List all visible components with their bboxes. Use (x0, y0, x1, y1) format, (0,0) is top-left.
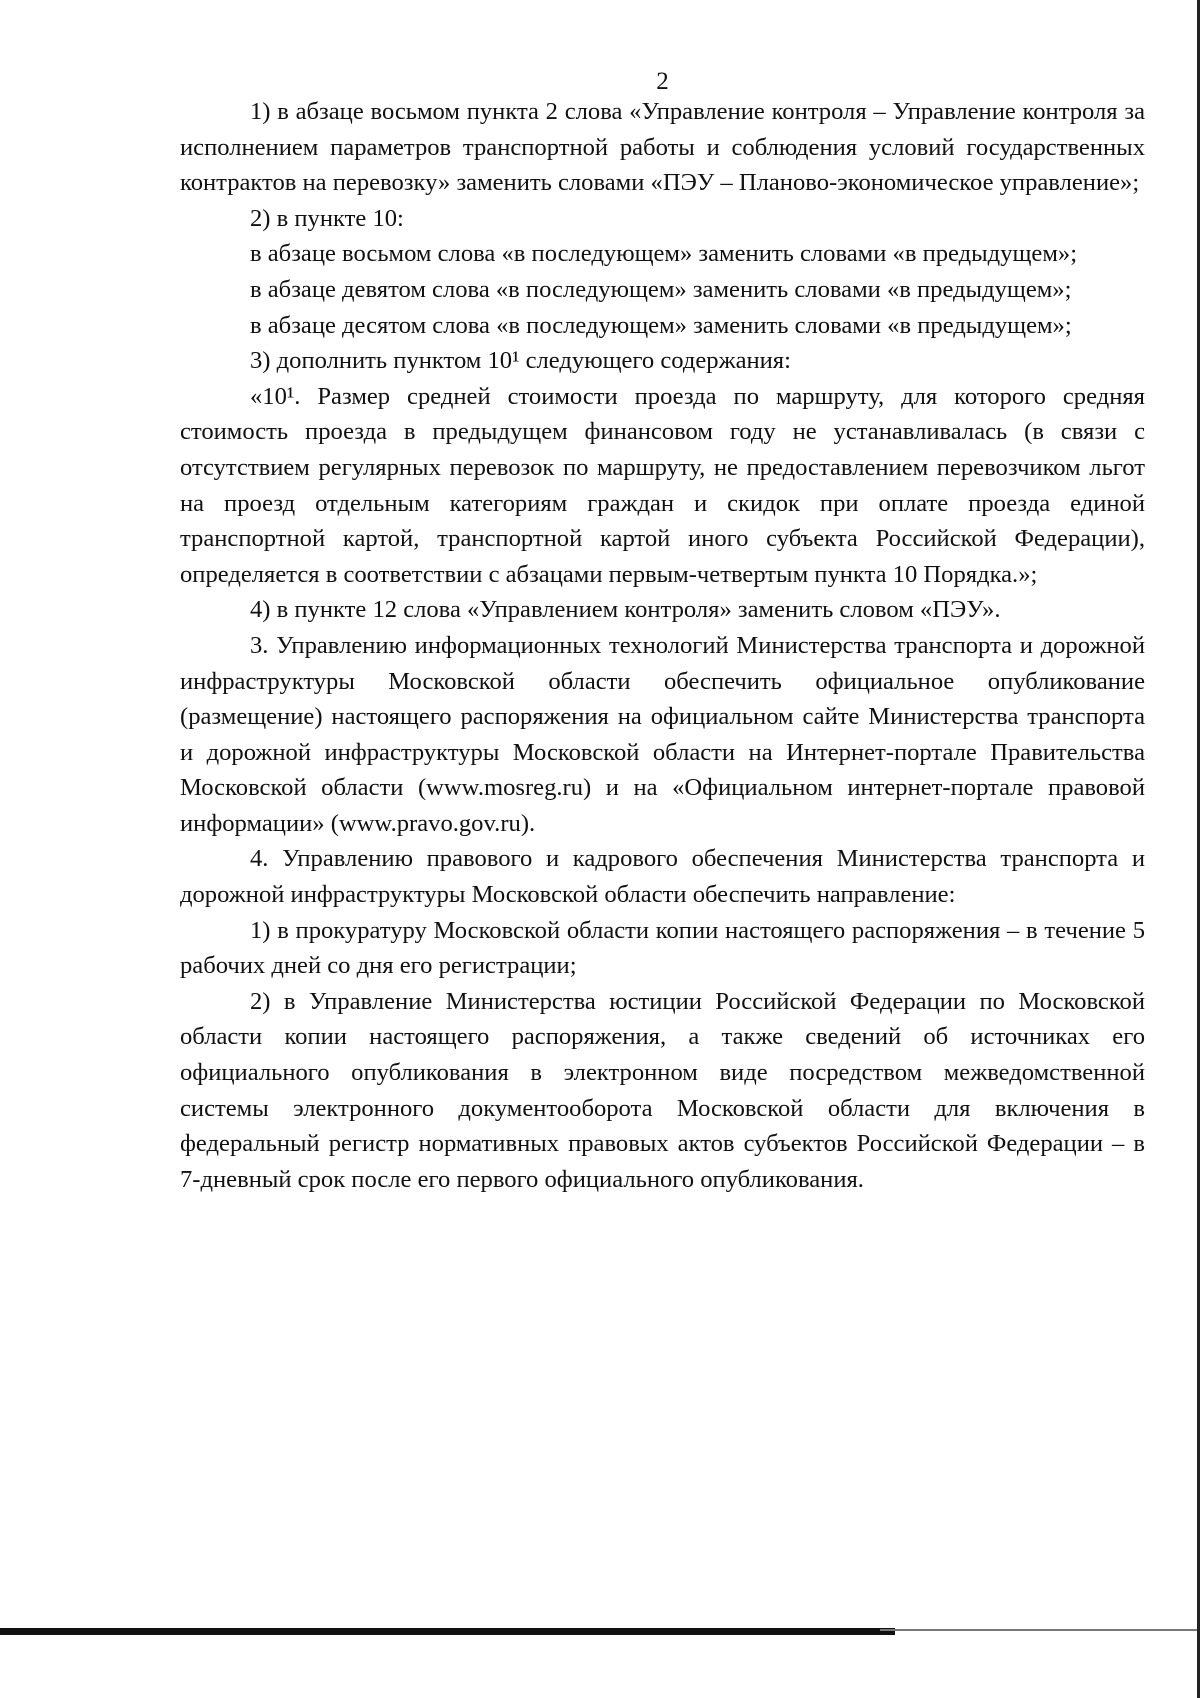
paragraph-subitem-2: 2) в Управление Министерства юстиции Российской Федерации по Московской области копии настоящего распоряжения, а также сведений об источниках его официального опубликования в электронном виде посредством межведомственной системы электронного документооборота Московской области для включения в федеральный регистр нормативных правовых актов субъектов Российской Федерации – в 7-дневный срок после его первого официального опубликования. (180, 987, 1145, 1193)
paragraph-section-4: 4. Управлению правового и кадрового обеспечения Министерства транспорта и дорожной инфраструктуры Московской области обеспечить направление: (180, 845, 1145, 909)
paragraph-section-3: 3. Управлению информационных технологий Министерства транспорта и дорожной инфраструктуры Московской области обеспечить официальное опубликование (размещение) настоящего распоряжения на официальном сайте Министерства транспорта и дорожной инфраструктуры Московской области на Интернет-портале Правительства Московской области (www.mosreg.ru) и на «Официальном интернет-портале правовой информации» (www.pravo.gov.ru). (180, 631, 1145, 837)
paragraph-abzac-8: в абзаце восьмом слова «в последующем» заменить словами «в предыдущем»; (250, 240, 1078, 268)
paragraph-item-1: 1) в абзаце восьмом пункта 2 слова «Управление контроля – Управление контроля за исполнением параметров транспортной работы и соблюдения условий государственных контрактов на перевозку» заменить словами «ПЭУ – Планово-экономическое управление»; (180, 98, 1145, 197)
paragraph-item-3: 3) дополнить пунктом 10¹ следующего содержания: (250, 347, 791, 375)
paragraph-abzac-10: в абзаце десятом слова «в последующем» заменить словами «в предыдущем»; (250, 311, 1072, 339)
paragraph-abzac-9: в абзаце девятом слова «в последующем» заменить словами «в предыдущем»; (250, 275, 1072, 303)
paragraph-subitem-1: 1) в прокуратуру Московской области копии настоящего распоряжения – в течение 5 рабочих дней со дня его регистрации; (180, 916, 1145, 980)
paragraph-item-2: 2) в пункте 10: (250, 204, 404, 232)
paragraph-point-10-1: «10¹. Размер средней стоимости проезда по маршруту, для которого средняя стоимость проезда в предыдущем финансовом году не устанавливалась (в связи с отсутствием регулярных перевозок по маршруту, не предоставлением перевозчиком льгот на проезд отдельным категориям граждан и скидок при оплате проезда единой транспортной картой, транспортной картой иного субъекта Российской Федерации), определяется в соответствии с абзацами первым-четвертым пункта 10 Порядка.»; (180, 382, 1145, 588)
paragraph-item-4: 4) в пункте 12 слова «Управлением контроля» заменить словом «ПЭУ». (250, 596, 1001, 624)
document-body (180, 94, 1145, 1197)
page-number: 2 (656, 68, 669, 95)
scan-edge-line (0, 1628, 895, 1635)
scan-edge-line-thin (880, 1629, 1200, 1631)
